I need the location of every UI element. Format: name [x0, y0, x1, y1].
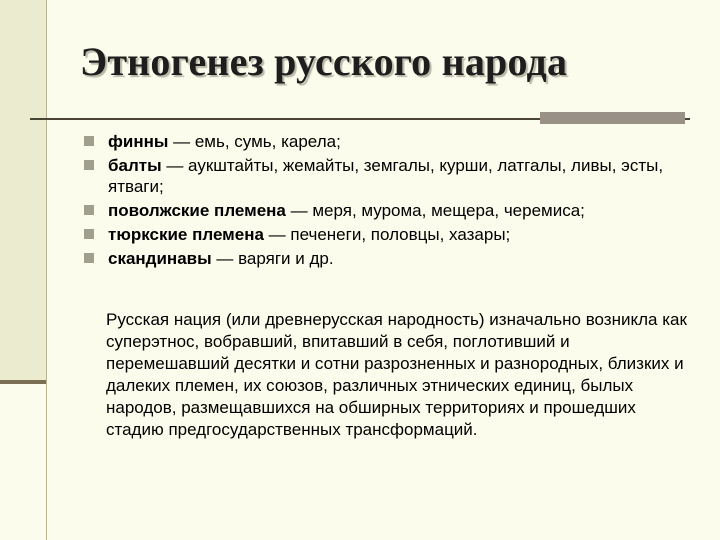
square-bullet-icon	[84, 229, 94, 239]
body-paragraph: Русская нация (или древнерусская народность) изначально возникла как суперэтнос, вобравший, впитавший в себя, поглотивший и перемешавший десятки и сотни разрозненных и разнородных, близких и далеких племен, их союзов, различных этнических единиц, былых народов, размещавшихся на обширных территориях и прошедших стадию предгосударственных трансформаций.	[106, 310, 687, 439]
square-bullet-icon	[84, 205, 94, 215]
bullet-term: скандинавы	[108, 249, 212, 268]
slide-title: Этногенез русского народа	[80, 39, 568, 84]
bullet-term: балты	[108, 156, 162, 175]
bullet-text: — печенеги, половцы, хазары;	[263, 225, 511, 244]
bullet-text: — аукштайты, жемайты, земгалы, курши, латгалы, ливы, эсты, ятваги;	[108, 156, 664, 196]
vertical-divider	[46, 0, 47, 540]
bullet-item	[82, 200, 692, 221]
bullet-item	[82, 131, 692, 152]
bullet-text: — емь, сумь, карела;	[168, 132, 341, 151]
bullet-item	[82, 224, 692, 245]
bullet-item	[82, 248, 692, 269]
bullet-term: финны	[108, 132, 169, 151]
bullet-term: тюркские племена	[108, 225, 264, 244]
bullet-item	[82, 155, 692, 197]
title-underline-accent	[540, 112, 685, 124]
bullet-list	[82, 131, 692, 272]
square-bullet-icon	[84, 136, 94, 146]
square-bullet-icon	[84, 160, 94, 170]
square-bullet-icon	[84, 253, 94, 263]
bullet-term: поволжские племена	[108, 201, 286, 220]
left-decor-band	[0, 0, 46, 382]
bullet-text: — меря, мурома, мещера, черемиса;	[285, 201, 585, 220]
left-decor-line	[0, 380, 46, 384]
bullet-text: — варяги и др.	[211, 249, 334, 268]
